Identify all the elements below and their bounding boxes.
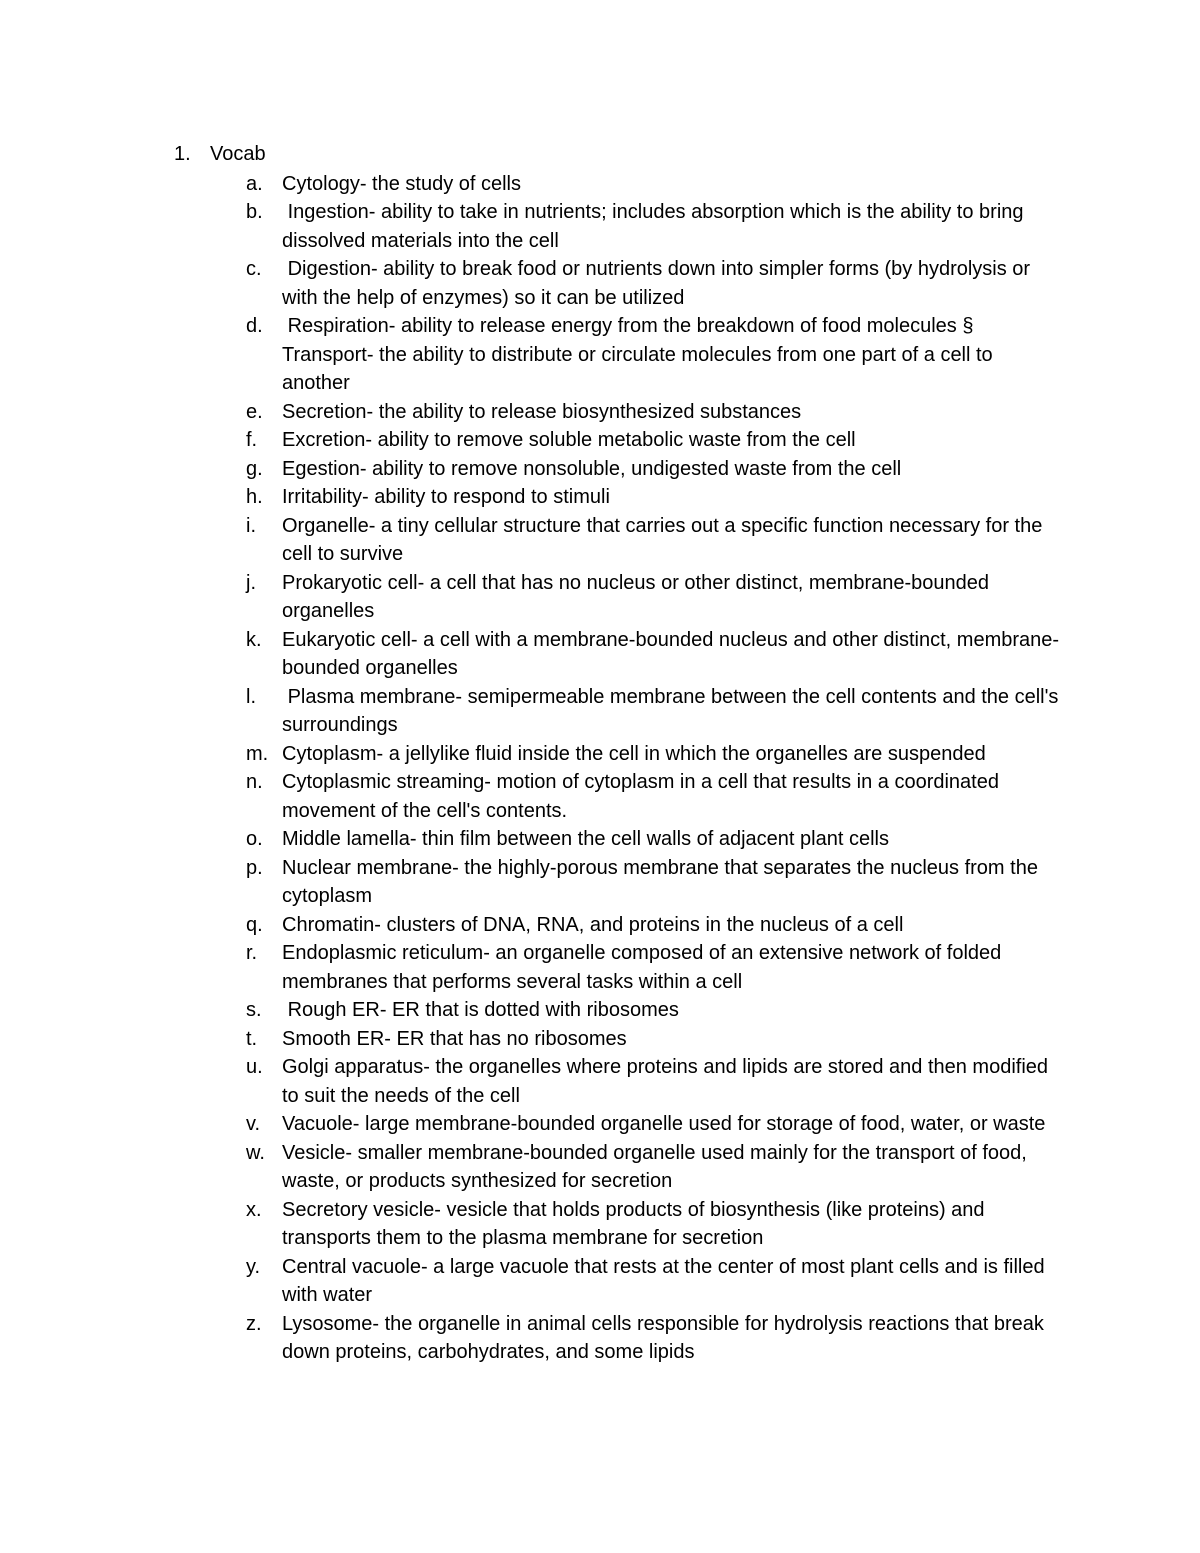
vocab-item-text: Plasma membrane- semipermeable membrane between the cell contents and the cell's surroundings <box>282 685 1064 736</box>
vocab-item <box>246 170 1074 199</box>
vocab-item-marker: j. <box>246 571 256 594</box>
vocab-item-text: Nuclear membrane- the highly-porous membrane that separates the nucleus from the cytoplasm <box>282 856 1044 907</box>
outline-heading: Vocab <box>210 143 266 165</box>
vocab-item-text: Middle lamella- thin film between the cell walls of adjacent plant cells <box>282 828 889 850</box>
vocab-item-marker: m. <box>246 742 269 765</box>
vocab-item <box>246 911 1074 940</box>
vocab-item <box>246 1139 1074 1196</box>
vocab-item-text: Secretory vesicle- vesicle that holds products of biosynthesis (like proteins) and transports them to the plasma membrane for secretion <box>282 1198 991 1249</box>
vocab-item-text: Golgi apparatus- the organelles where proteins and lipids are stored and then modified to suit the needs of the cell <box>282 1056 1054 1107</box>
vocab-item <box>246 569 1074 626</box>
vocab-list <box>246 170 1074 1367</box>
vocab-item <box>246 483 1074 512</box>
vocab-item-marker: o. <box>246 828 263 850</box>
vocab-item-marker: d. <box>246 315 263 337</box>
vocab-item <box>246 1196 1074 1253</box>
vocab-item <box>246 768 1074 825</box>
vocab-item-text: Rough ER- ER that is dotted with ribosomes <box>282 999 679 1021</box>
vocab-item-marker: y. <box>246 1255 261 1278</box>
vocab-item-text: Cytoplasmic streaming- motion of cytoplasm in a cell that results in a coordinated movement of the cell's contents. <box>282 771 1005 822</box>
vocab-item-marker: l. <box>246 685 256 708</box>
vocab-item-marker: s. <box>246 999 262 1021</box>
vocab-item-text: Respiration- ability to release energy from the breakdown of food molecules § Transport- the ability to distribute or circulate molecules from one part of a cell to another <box>282 315 999 394</box>
vocab-item-text: Cytoplasm- a jellylike fluid inside the cell in which the organelles are suspended <box>282 742 986 765</box>
vocab-item-marker: b. <box>246 201 263 223</box>
vocab-item-marker: f. <box>246 429 258 451</box>
vocab-item <box>246 996 1074 1025</box>
vocab-item <box>246 426 1074 455</box>
vocab-item-marker: t. <box>246 1027 258 1050</box>
vocab-outline <box>174 140 1074 1367</box>
vocab-item <box>246 398 1074 427</box>
vocab-item-text: Irritability- ability to respond to stimuli <box>282 486 610 508</box>
outline-heading-row <box>174 140 1074 169</box>
vocab-item <box>246 255 1074 312</box>
vocab-item-marker: u. <box>246 1056 263 1078</box>
vocab-item-marker: q. <box>246 913 263 936</box>
vocab-item <box>246 1025 1074 1054</box>
vocab-item-marker: r. <box>246 942 258 964</box>
vocab-item-marker: z. <box>246 1312 262 1335</box>
vocab-item-text: Secretion- the ability to release biosynthesized substances <box>282 400 802 423</box>
vocab-item-marker: e. <box>246 400 263 423</box>
vocab-item <box>246 455 1074 484</box>
vocab-item-text: Prokaryotic cell- a cell that has no nucleus or other distinct, membrane-bounded organelles <box>282 571 995 622</box>
vocab-item <box>246 198 1074 255</box>
vocab-item-text: Ingestion- ability to take in nutrients; includes absorption which is the ability to bring dissolved materials into the cell <box>282 201 1030 252</box>
vocab-item-text: Lysosome- the organelle in animal cells responsible for hydrolysis reactions that break down proteins, carbohydrates, and some lipids <box>282 1312 1050 1363</box>
vocab-item <box>246 1253 1074 1310</box>
vocab-item <box>246 683 1074 740</box>
vocab-item-text: Vacuole- large membrane-bounded organelle used for storage of food, water, or waste <box>282 1113 1046 1135</box>
outline-number: 1. <box>174 143 191 165</box>
vocab-item <box>246 1053 1074 1110</box>
vocab-item <box>246 312 1074 398</box>
vocab-item-marker: p. <box>246 856 263 879</box>
vocab-item <box>246 825 1074 854</box>
vocab-item-marker: w. <box>246 1141 265 1164</box>
vocab-item-marker: n. <box>246 771 263 793</box>
vocab-item-text: Chromatin- clusters of DNA, RNA, and proteins in the nucleus of a cell <box>282 913 904 936</box>
vocab-item-text: Excretion- ability to remove soluble metabolic waste from the cell <box>282 429 856 451</box>
vocab-item-marker: i. <box>246 514 256 537</box>
vocab-item-marker: v. <box>246 1113 261 1135</box>
vocab-item-marker: c. <box>246 258 262 280</box>
vocab-item-marker: x. <box>246 1198 262 1221</box>
vocab-item <box>246 854 1074 911</box>
vocab-item-text: Smooth ER- ER that has no ribosomes <box>282 1027 627 1050</box>
vocab-item-marker: k. <box>246 628 262 651</box>
vocab-item-text: Eukaryotic cell- a cell with a membrane-bounded nucleus and other distinct, membrane-bounded organelles <box>282 628 1060 679</box>
vocab-item <box>246 740 1074 769</box>
vocab-item <box>246 626 1074 683</box>
vocab-item <box>246 1110 1074 1139</box>
vocab-item-marker: g. <box>246 457 263 480</box>
vocab-item-text: Digestion- ability to break food or nutrients down into simpler forms (by hydrolysis or with the help of enzymes) so it can be utilized <box>282 258 1036 309</box>
vocab-item-marker: h. <box>246 486 263 508</box>
vocab-item-text: Cytology- the study of cells <box>282 172 521 195</box>
vocab-item <box>246 1310 1074 1367</box>
vocab-item-text: Egestion- ability to remove nonsoluble, undigested waste from the cell <box>282 457 902 480</box>
vocab-item-text: Vesicle- smaller membrane-bounded organelle used mainly for the transport of food, waste, or products synthesized for secretion <box>282 1141 1033 1192</box>
vocab-item-text: Central vacuole- a large vacuole that rests at the center of most plant cells and is filled with water <box>282 1255 1051 1306</box>
vocab-item-marker: a. <box>246 172 263 195</box>
vocab-item <box>246 512 1074 569</box>
vocab-item-text: Organelle- a tiny cellular structure that carries out a specific function necessary for the cell to survive <box>282 514 1048 565</box>
vocab-item-text: Endoplasmic reticulum- an organelle composed of an extensive network of folded membranes that performs several tasks within a cell <box>282 942 1007 993</box>
vocab-item <box>246 939 1074 996</box>
